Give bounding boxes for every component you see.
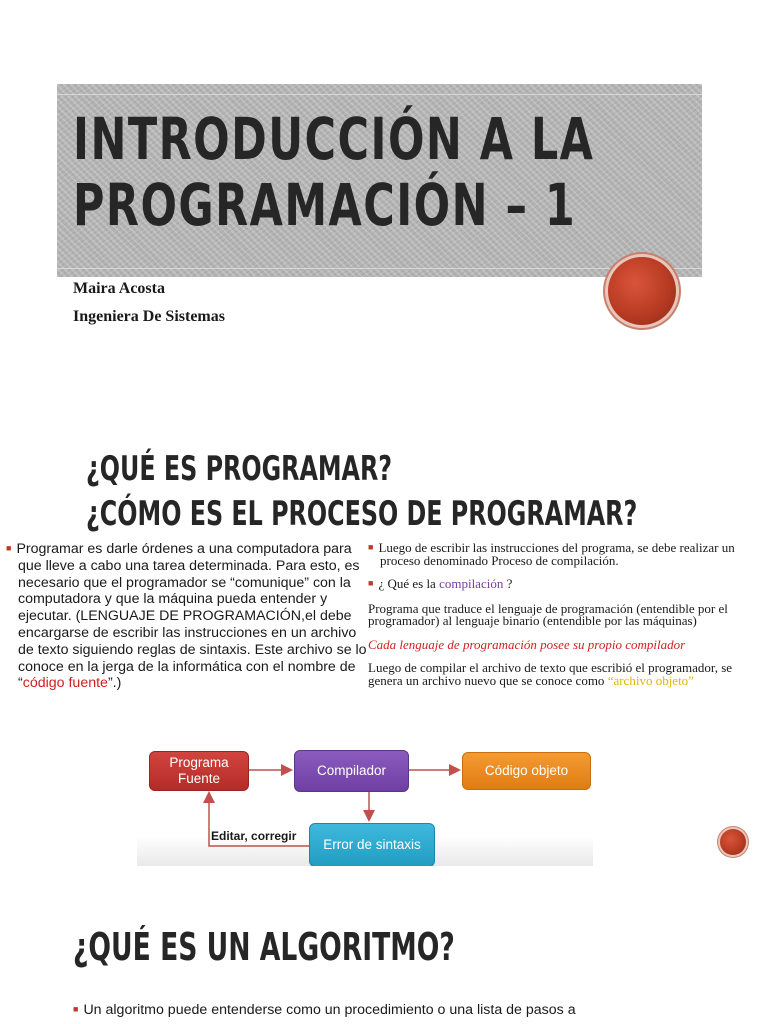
decorative-orb-icon (608, 257, 676, 325)
edit-correct-label: Editar, corregir (211, 829, 297, 843)
right-bullet-2 (368, 577, 763, 591)
bullet-icon: ■ (368, 578, 374, 588)
author-name: Maira Acosta (73, 280, 165, 297)
right-column (368, 541, 763, 687)
right-bullet-2-prefix: ¿ Qué es la (378, 576, 440, 591)
presentation-title (73, 106, 594, 238)
slide3-bullet (73, 1001, 765, 1019)
programa-fuente-box: Programa Fuente (149, 751, 249, 791)
title-line-2: PROGRAMACIÓN – 1 (73, 171, 577, 239)
slide2-heading-1: ¿QUÉ ES PROGRAMAR? (86, 449, 393, 489)
bullet-icon: ■ (6, 543, 12, 553)
right-bullet-1 (368, 541, 763, 567)
right-bullet-1-text: Luego de escribir las instrucciones del programa, se debe realizar un proceso denominado Proceso de compilación. (378, 540, 735, 568)
left-bullet-text: Programar es darle órdenes a una computadora para que lleve a cabo una tarea determinada. Para esto, es necesario que el programador se “comunique” con la computadora y que la máquina pueda entender y ejecutar. (LENGUAJE DE PROGRAMACIÓN,el debe encargarse de escribir las instrucciones en un archivo de texto siguiendo reglas de sintaxis. Este archivo se lo conoce en la jerga de la informática con el nombre de “ (16, 541, 367, 692)
archivo-objeto-term: “archivo objeto” (607, 672, 694, 688)
slide3-bullet-text: Un algoritmo puede entenderse como un procedimiento o una lista de pasos a (83, 1002, 576, 1018)
author-role: Ingeniera De Sistemas (73, 308, 225, 325)
compilacion-term: compilación (439, 576, 504, 591)
codigo-fuente-term: código fuente (22, 675, 108, 692)
bullet-icon: ■ (73, 1004, 79, 1014)
object-file-text: Luego de compilar el archivo de texto que escribió el programador, se genera un archivo nuevo que se conoce como (368, 660, 733, 688)
compilador-box: Compilador (294, 750, 409, 792)
slide2-heading-2: ¿CÓMO ES EL PROCESO DE PROGRAMAR? (86, 494, 638, 534)
slide3-heading: ¿QUÉ ES UN ALGORITMO? (73, 925, 455, 969)
left-bullet-paragraph (6, 540, 370, 692)
bullet-icon: ■ (368, 542, 374, 552)
compiler-note: Cada lenguaje de programación posee su propio compilador (368, 636, 686, 652)
codigo-objeto-box: Código objeto (462, 752, 591, 790)
banner-rule-top (57, 94, 702, 95)
left-bullet-tail: ”.) (107, 675, 122, 692)
compilation-definition: Programa que traduce el lenguaje de programación (entendible por el programador) al lenguaje binario (entendible por las máquinas) (368, 600, 728, 628)
object-file-paragraph (368, 662, 763, 687)
title-line-1: INTRODUCCIÓN A LA (73, 105, 595, 173)
decorative-orb-small-icon (720, 829, 746, 855)
right-bullet-2-suffix: ? (503, 576, 513, 591)
error-sintaxis-box: Error de sintaxis (309, 823, 435, 866)
banner-rule-bottom (57, 268, 702, 269)
compilation-diagram (137, 716, 593, 866)
title-banner (57, 84, 702, 277)
